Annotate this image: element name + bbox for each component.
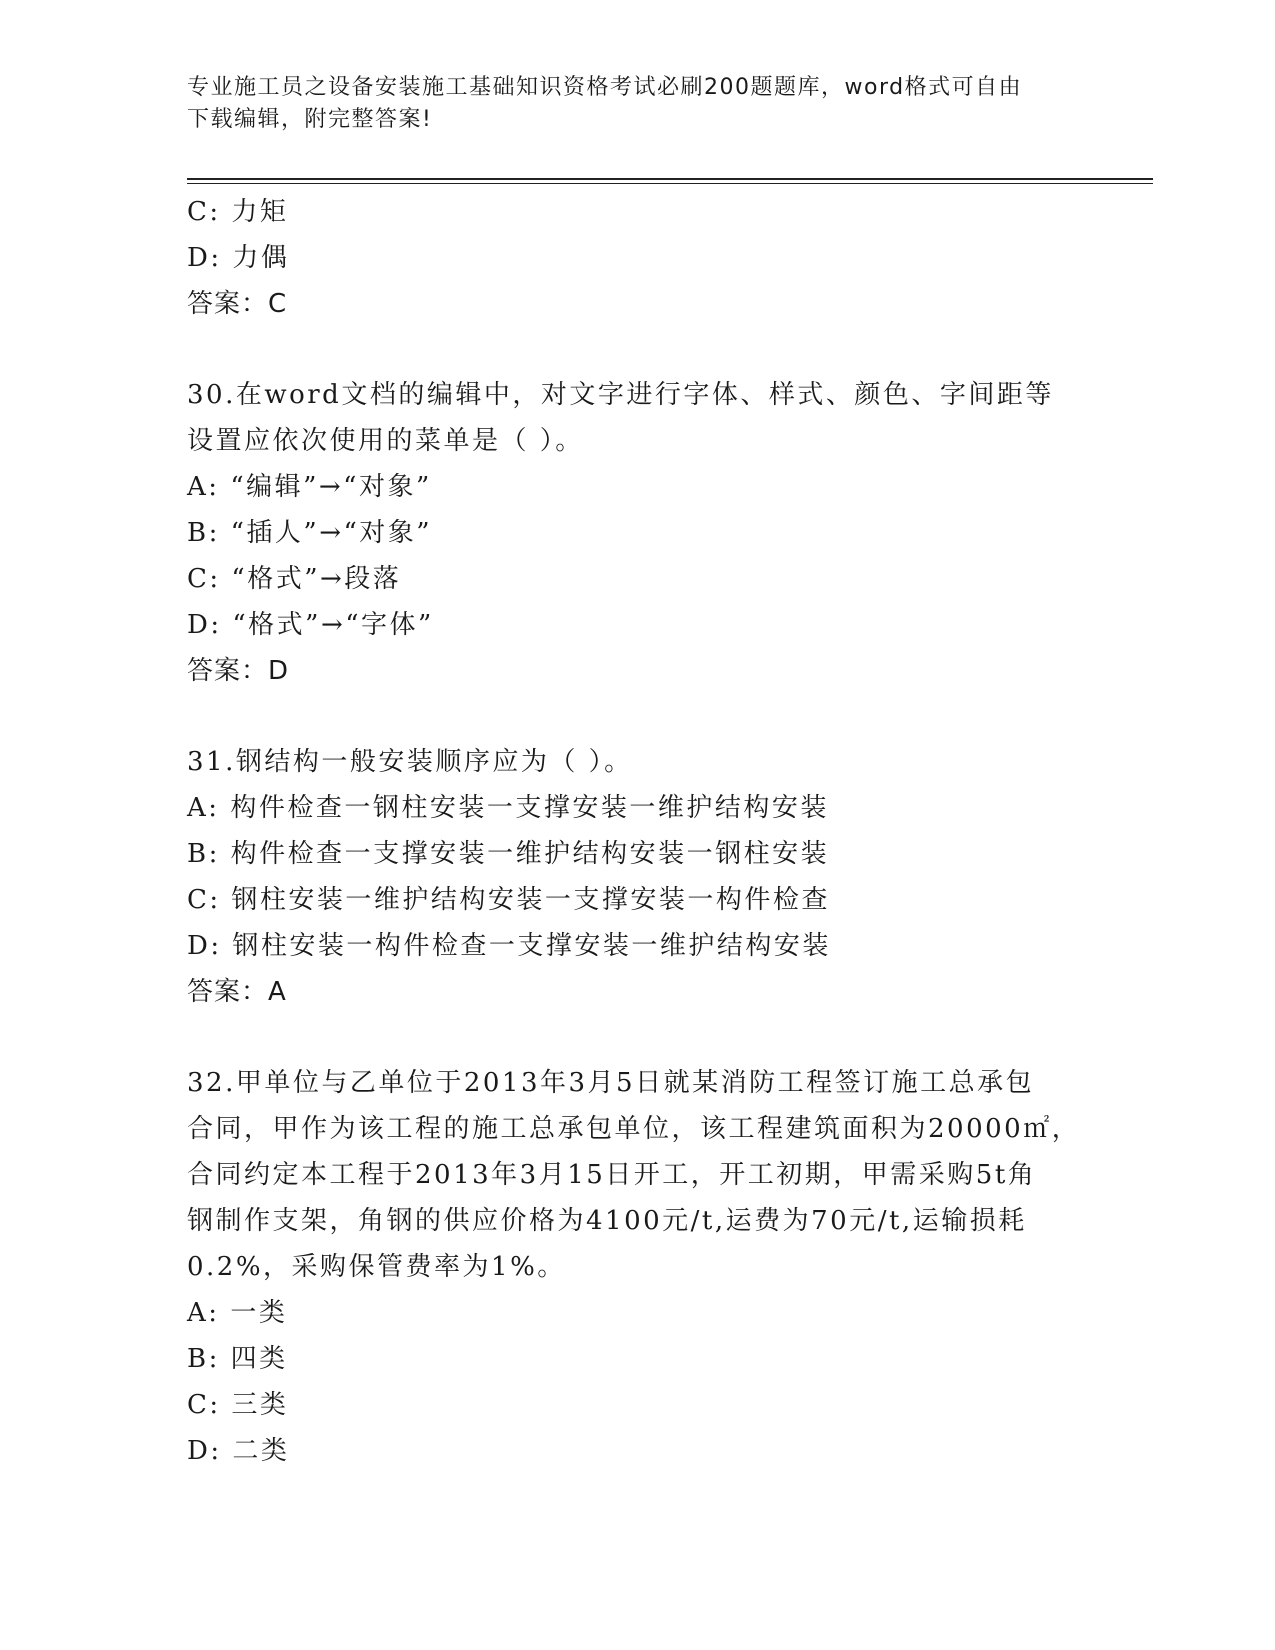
option-text: 力偶 bbox=[232, 243, 290, 273]
question-text-line: 合同，甲作为该工程的施工总承包单位，该工程建筑面积为20000㎡， bbox=[187, 1114, 1081, 1144]
option-letter: D: bbox=[187, 931, 222, 961]
answer-line: 答案：A bbox=[187, 977, 287, 1007]
option-letter: C: bbox=[187, 1390, 221, 1420]
question-text-line: 31.钢结构一般安装顺序应为（ ）。 bbox=[187, 747, 633, 777]
option-letter: A: bbox=[187, 793, 220, 823]
option-letter: D: bbox=[187, 1436, 222, 1466]
option-a bbox=[187, 464, 1087, 510]
question-32 bbox=[187, 1060, 1087, 1474]
option-b bbox=[187, 831, 1087, 877]
option-b bbox=[187, 510, 1087, 556]
option-text: “编辑”→“对象” bbox=[230, 472, 432, 502]
option-letter: D: bbox=[187, 610, 222, 640]
header-line-2: 下载编辑，附完整答案! bbox=[187, 107, 433, 132]
option-text: 三类 bbox=[231, 1390, 289, 1420]
option-letter: A: bbox=[187, 1298, 220, 1328]
option-text: 钢柱安装一维护结构安装一支撑安装一构件检查 bbox=[231, 885, 830, 915]
question-30 bbox=[187, 372, 1087, 694]
question-text-line: 0.2%，采购保管费率为1%。 bbox=[187, 1252, 566, 1282]
option-letter: D: bbox=[187, 243, 222, 273]
answer-line: 答案：D bbox=[187, 656, 290, 686]
option-c bbox=[187, 556, 1087, 602]
question-29-tail bbox=[187, 189, 1087, 327]
option-a bbox=[187, 1290, 1087, 1336]
question-text-line: 合同约定本工程于2013年3月15日开工，开工初期，甲需采购5t角 bbox=[187, 1160, 1037, 1190]
option-d bbox=[187, 235, 1087, 281]
option-text: 一类 bbox=[230, 1298, 288, 1328]
option-d bbox=[187, 602, 1087, 648]
option-b bbox=[187, 1336, 1087, 1382]
option-letter: C: bbox=[187, 564, 221, 594]
question-text-line: 32.甲单位与乙单位于2013年3月5日就某消防工程签订施工总承包 bbox=[187, 1068, 1035, 1098]
option-c bbox=[187, 877, 1087, 923]
header-rule-thin bbox=[187, 183, 1153, 184]
option-text: 二类 bbox=[232, 1436, 290, 1466]
document-body bbox=[187, 189, 1087, 1474]
option-letter: A: bbox=[187, 472, 220, 502]
question-text-line: 设置应依次使用的菜单是（ ）。 bbox=[187, 426, 584, 456]
header-line-1: 专业施工员之设备安装施工基础知识资格考试必刷200题题库，word格式可自由 bbox=[187, 75, 1023, 100]
option-a bbox=[187, 785, 1087, 831]
option-letter: B: bbox=[187, 839, 220, 869]
option-c bbox=[187, 189, 1087, 235]
question-31 bbox=[187, 739, 1087, 1015]
question-text-line: 钢制作支架，角钢的供应价格为4100元/t,运费为70元/t,运输损耗 bbox=[187, 1206, 1027, 1236]
option-text: 钢柱安装一构件检查一支撑安装一维护结构安装 bbox=[232, 931, 831, 961]
option-text: “格式”→段落 bbox=[231, 564, 402, 594]
option-d bbox=[187, 1428, 1087, 1474]
option-d bbox=[187, 923, 1087, 969]
option-letter: C: bbox=[187, 197, 221, 227]
option-text: 构件检查一支撑安装一维护结构安装一钢柱安装 bbox=[230, 839, 830, 869]
option-text: 构件检查一钢柱安装一支撑安装一维护结构安装 bbox=[230, 793, 829, 823]
header-rule-thick bbox=[187, 178, 1153, 180]
option-text: “插人”→“对象” bbox=[230, 518, 433, 548]
option-c bbox=[187, 1382, 1087, 1428]
option-letter: C: bbox=[187, 885, 221, 915]
option-text: 力矩 bbox=[231, 197, 289, 227]
option-letter: B: bbox=[187, 518, 220, 548]
option-text: 四类 bbox=[230, 1344, 288, 1374]
option-text: “格式”→“字体” bbox=[232, 610, 434, 640]
answer-line: 答案：C bbox=[187, 289, 288, 319]
page-header bbox=[187, 72, 1087, 136]
option-letter: B: bbox=[187, 1344, 220, 1374]
question-text-line: 30.在word文档的编辑中，对文字进行字体、样式、颜色、字间距等 bbox=[187, 380, 1054, 410]
